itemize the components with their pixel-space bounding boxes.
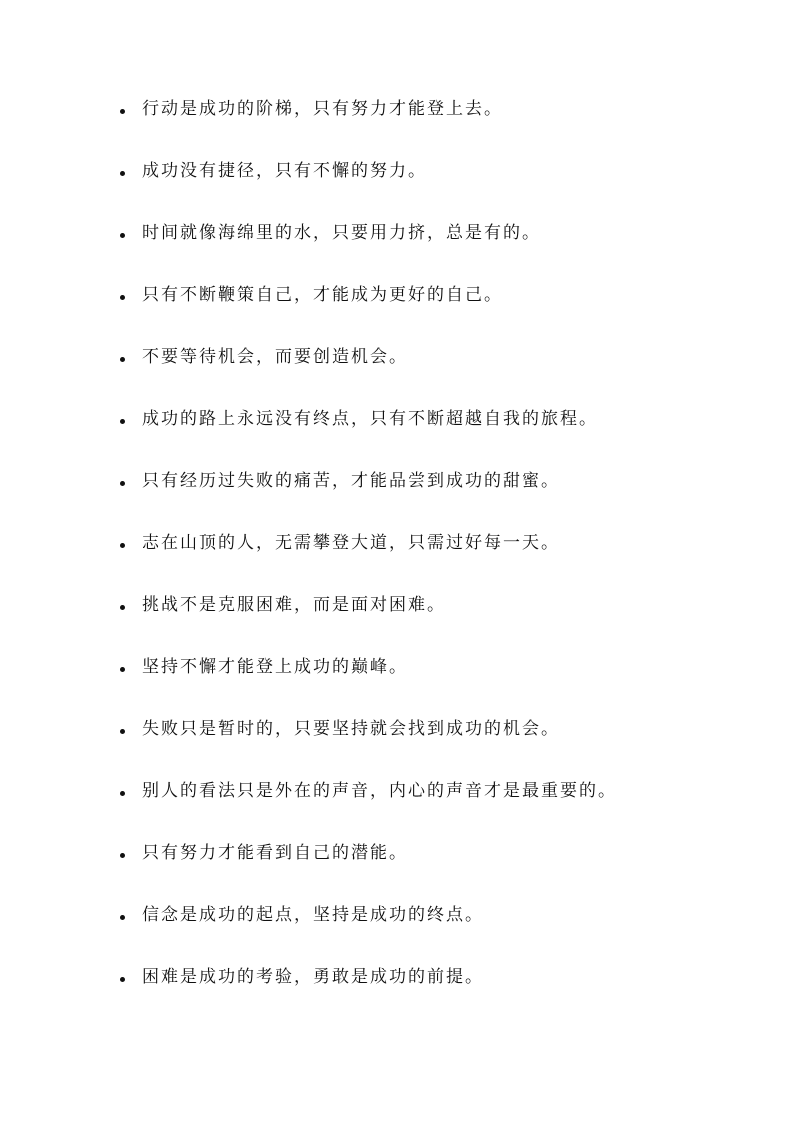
quote-text: 只有不断鞭策自己，才能成为更好的自己。	[142, 285, 503, 305]
list-item	[120, 93, 760, 155]
list-item	[120, 651, 760, 713]
quote-text: 困难是成功的考验，勇敢是成功的前提。	[142, 967, 484, 987]
bullet-icon	[120, 605, 125, 610]
list-item	[120, 527, 760, 589]
bullet-icon	[120, 109, 125, 114]
quote-text: 成功没有捷径，只有不懈的努力。	[142, 161, 427, 181]
list-item	[120, 341, 760, 403]
bullet-icon	[120, 915, 125, 920]
list-item	[120, 279, 760, 341]
list-item	[120, 589, 760, 651]
bullet-icon	[120, 543, 125, 548]
quote-text: 时间就像海绵里的水，只要用力挤，总是有的。	[142, 223, 541, 243]
list-item	[120, 465, 760, 527]
bullet-icon	[120, 481, 125, 486]
quote-text: 志在山顶的人，无需攀登大道，只需过好每一天。	[142, 533, 560, 553]
bullet-icon	[120, 853, 125, 858]
quote-text: 失败只是暂时的，只要坚持就会找到成功的机会。	[142, 719, 560, 739]
list-item	[120, 403, 760, 465]
quote-text: 只有努力才能看到自己的潜能。	[142, 843, 408, 863]
quote-text: 行动是成功的阶梯，只有努力才能登上去。	[142, 99, 503, 119]
bullet-icon	[120, 357, 125, 362]
bullet-icon	[120, 729, 125, 734]
quote-text: 信念是成功的起点，坚持是成功的终点。	[142, 905, 484, 925]
list-item	[120, 775, 760, 837]
list-item	[120, 217, 760, 279]
list-item	[120, 961, 760, 1023]
quote-text: 挑战不是克服困难，而是面对困难。	[142, 595, 446, 615]
quote-text: 坚持不懈才能登上成功的巅峰。	[142, 657, 408, 677]
bullet-icon	[120, 171, 125, 176]
bullet-icon	[120, 977, 125, 982]
quote-list	[120, 93, 760, 1023]
quote-text: 只有经历过失败的痛苦，才能品尝到成功的甜蜜。	[142, 471, 560, 491]
bullet-icon	[120, 667, 125, 672]
list-item	[120, 713, 760, 775]
list-item	[120, 899, 760, 961]
list-item	[120, 837, 760, 899]
bullet-icon	[120, 791, 125, 796]
bullet-icon	[120, 295, 125, 300]
bullet-icon	[120, 419, 125, 424]
quote-text: 成功的路上永远没有终点，只有不断超越自我的旅程。	[142, 409, 598, 429]
quote-text: 不要等待机会，而要创造机会。	[142, 347, 408, 367]
bullet-icon	[120, 233, 125, 238]
quote-text: 别人的看法只是外在的声音，内心的声音才是最重要的。	[142, 781, 617, 801]
list-item	[120, 155, 760, 217]
